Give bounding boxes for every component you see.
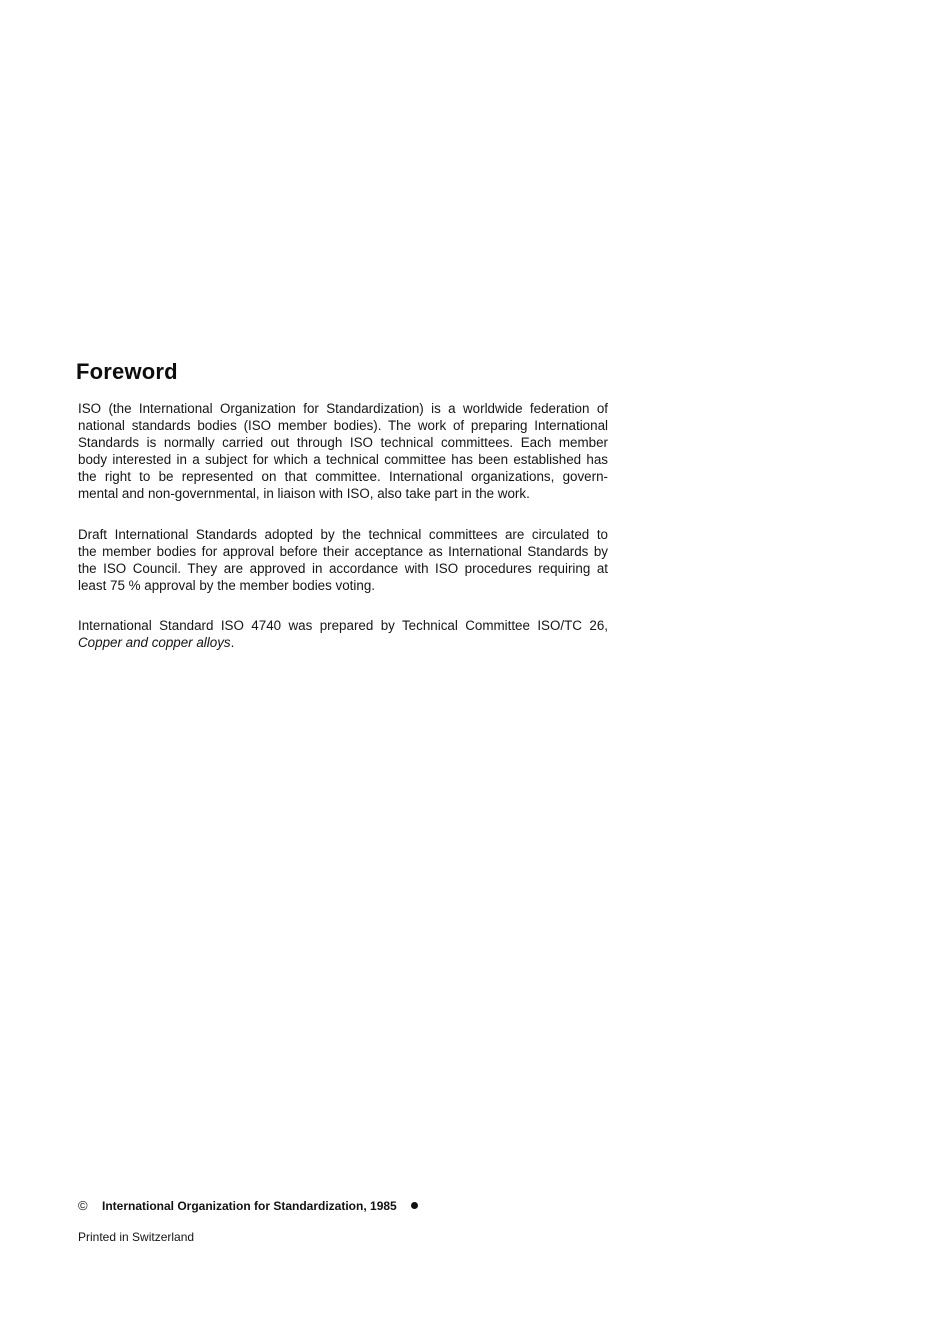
foreword-paragraph-1: [78, 400, 608, 502]
sentence-period: .: [230, 635, 235, 650]
bullet-icon: [411, 1202, 418, 1209]
copyright-text: International Organization for Standardization, 1985: [102, 1199, 397, 1213]
paragraph-line: the member bodies for approval before their acceptance as International Standards by: [78, 544, 608, 559]
foreword-paragraph-2: [78, 526, 608, 594]
page-title: Foreword: [76, 359, 178, 384]
paragraph-line: mental and non-governmental, in liaison with ISO, also take part in the work.: [78, 486, 530, 501]
committee-title: Copper and copper alloys: [78, 635, 231, 650]
paragraph-line: [78, 634, 608, 651]
paragraph-line: body interested in a subject for which a technical committee has been established has: [78, 452, 608, 467]
paragraph-line: national standards bodies (ISO member bodies). The work of preparing International: [78, 418, 608, 433]
copyright-icon: ©: [78, 1198, 88, 1213]
copyright-notice: [78, 1198, 418, 1214]
paragraph-line: the ISO Council. They are approved in accordance with ISO procedures requiring at: [78, 561, 608, 576]
paragraph-line: International Standard ISO 4740 was prepared by Technical Committee ISO/TC 26,: [78, 618, 608, 633]
paragraph-line: Standards is normally carried out through ISO technical committees. Each member: [78, 435, 608, 450]
printed-location: Printed in Switzerland: [78, 1230, 195, 1244]
paragraph-line: the right to be represented on that committee. International organizations, govern-: [78, 469, 608, 484]
foreword-paragraph-3: [78, 617, 608, 651]
paragraph-line: ISO (the International Organization for Standardization) is a worldwide federation of: [78, 401, 608, 416]
paragraph-line: least 75 % approval by the member bodies voting.: [78, 578, 375, 593]
paragraph-line: Draft International Standards adopted by the technical committees are circulated to: [78, 527, 608, 542]
